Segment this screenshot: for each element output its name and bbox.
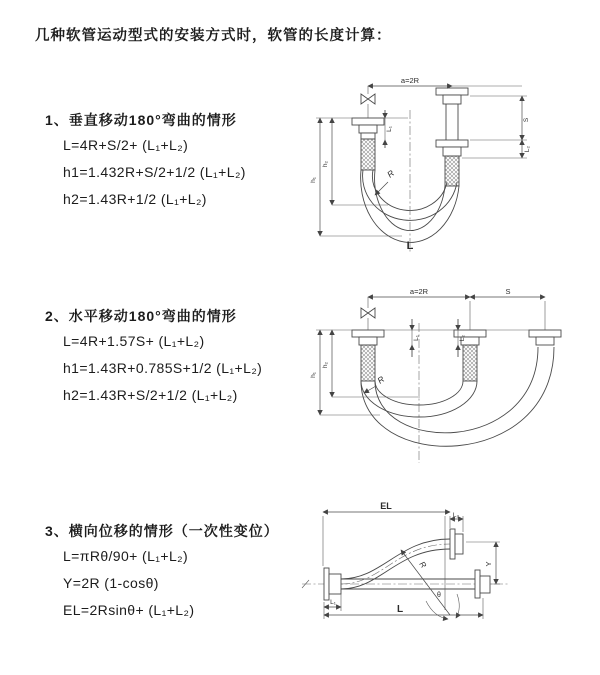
section3-formula-L: L=πRθ/90+ (L₁+L₂) bbox=[63, 548, 189, 564]
dim-label-h1: h₁ bbox=[310, 372, 317, 378]
dim-label-L1: L₁ bbox=[413, 335, 420, 341]
section3-heading: 3、横向位移的情形（一次性变位） bbox=[45, 523, 279, 539]
dim-label-S: S bbox=[523, 117, 530, 123]
dim-label-L2: L₂ bbox=[524, 145, 531, 153]
dim-label-L: L bbox=[396, 604, 404, 615]
section1-formula-h2: h2=1.43R+1/2 (L₁+L₂) bbox=[63, 191, 207, 207]
flange-right-lower bbox=[436, 140, 468, 147]
dim-label-S: S bbox=[505, 287, 511, 296]
flange-right bbox=[475, 570, 480, 598]
section3-formula-EL: EL=2Rsinθ+ (L₁+L₂) bbox=[63, 602, 195, 618]
dim-label-Y: Y bbox=[484, 561, 493, 567]
braided-hose-left bbox=[361, 345, 375, 381]
dim-label-L1: L₁ bbox=[330, 599, 336, 606]
dim-label-L1: L₁ bbox=[386, 126, 393, 132]
section1-formula-h1: h1=1.432R+S/2+1/2 (L₁+L₂) bbox=[63, 164, 246, 180]
flange-right bbox=[529, 330, 561, 337]
valve-icon bbox=[361, 308, 375, 318]
section1-formula-L: L=4R+S/2+ (L₁+L₂) bbox=[63, 137, 189, 153]
braided-hose-middle bbox=[463, 345, 477, 381]
braided-hose-right bbox=[445, 156, 459, 186]
dim-label-h2: h₂ bbox=[322, 361, 329, 369]
diagram-vertical-180-bend bbox=[300, 68, 600, 268]
section3-formula-Y: Y=2R (1-cosθ) bbox=[63, 575, 159, 591]
dim-label-L2: L₂ bbox=[452, 512, 460, 519]
section2-formula-h2: h2=1.43R+S/2+1/2 (L₁+L₂) bbox=[63, 387, 238, 403]
section1-heading: 1、垂直移动180°弯曲的情形 bbox=[45, 112, 237, 128]
flange-left bbox=[352, 330, 384, 337]
angle-label-theta: θ bbox=[437, 592, 441, 599]
radius-label-R: R bbox=[375, 373, 387, 386]
diagram-horizontal-180-bend bbox=[300, 283, 590, 478]
dim-label-h1: h₁ bbox=[310, 177, 317, 183]
flange-upper bbox=[450, 529, 455, 559]
section2-formula-h1: h1=1.43R+0.785S+1/2 (L₁+L₂) bbox=[63, 360, 263, 376]
braided-hose-left bbox=[361, 139, 375, 170]
dim-label-h2: h₂ bbox=[322, 160, 329, 168]
section2-heading: 2、水平移动180°弯曲的情形 bbox=[45, 308, 237, 324]
length-label-L: L bbox=[406, 240, 414, 252]
valve-icon bbox=[361, 94, 375, 104]
dim-label-EL: EL bbox=[380, 501, 392, 511]
dim-label-a2R: a=2R bbox=[409, 287, 429, 296]
flange-right-upper bbox=[436, 88, 468, 95]
radius-label-R: R bbox=[417, 559, 429, 570]
flange-left bbox=[324, 568, 329, 600]
dim-label-L2: L₂ bbox=[459, 334, 466, 342]
dim-label-a2R: a=2R bbox=[400, 76, 420, 85]
flange-left bbox=[352, 118, 384, 125]
radius-label-R: R bbox=[385, 167, 397, 180]
section2-formula-L: L=4R+1.57S+ (L₁+L₂) bbox=[63, 333, 205, 349]
page-title: 几种软管运动型式的安装方式时，软管的长度计算： bbox=[35, 28, 392, 44]
diagram-lateral-displacement bbox=[298, 498, 598, 648]
